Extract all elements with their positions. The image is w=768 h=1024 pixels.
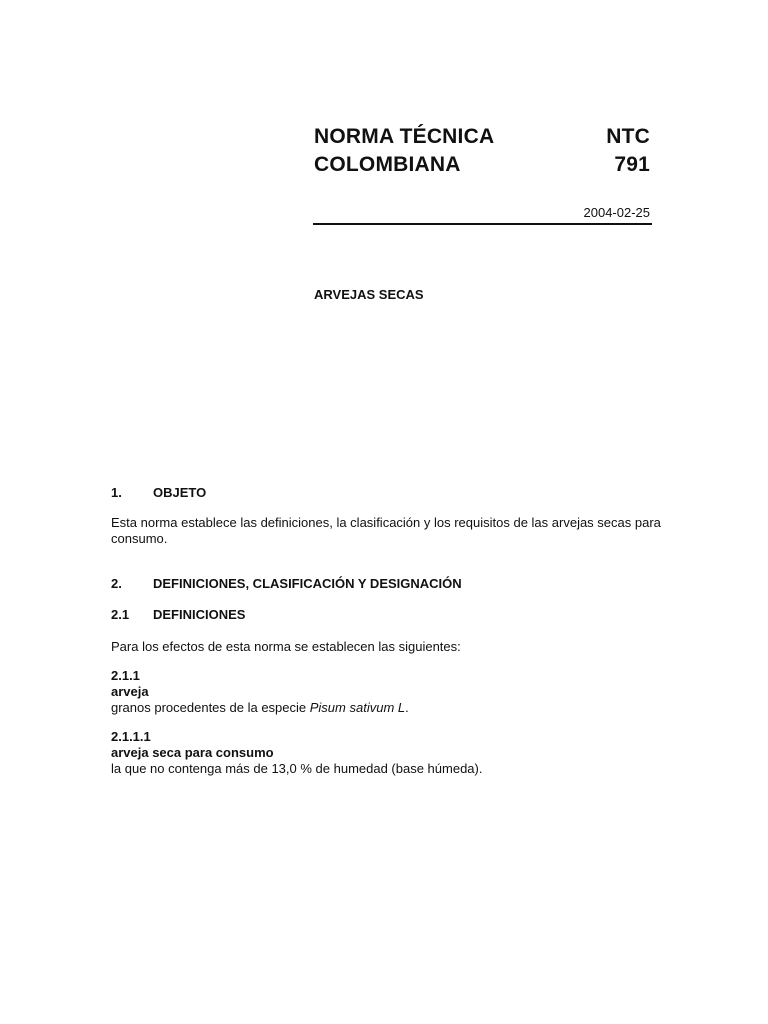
document-title: ARVEJAS SECAS	[314, 287, 424, 302]
definition-2-1-1-1	[111, 729, 482, 777]
section-title: OBJETO	[153, 485, 207, 500]
section-1-text	[111, 515, 671, 547]
section-2-1-heading	[111, 607, 245, 622]
publication-date: 2004-02-25	[583, 205, 650, 220]
scientific-name: Pisum sativum L	[309, 700, 406, 715]
definition-term: arveja	[111, 684, 149, 699]
definition-text-suffix: .	[405, 700, 409, 715]
section-title: DEFINICIONES	[153, 607, 246, 622]
standard-code	[560, 123, 650, 179]
definition-text-prefix: granos procedentes de la especie	[111, 700, 310, 715]
section-title: DEFINICIONES, CLASIFICACIÓN Y DESIGNACIÓN	[153, 576, 462, 591]
standard-name-line1: NORMA TÉCNICA	[314, 125, 495, 148]
definition-text	[111, 700, 409, 716]
definition-number: 2.1.1	[111, 668, 140, 683]
standard-code-line2: 791	[614, 153, 650, 176]
definition-2-1-1	[111, 668, 409, 716]
standard-name-line2: COLOMBIANA	[314, 153, 461, 176]
section-2-1-text: Para los efectos de esta norma se establecen las siguientes:	[111, 639, 461, 654]
paragraph-line: Esta norma establece las definiciones, la clasificación y los requisitos de las arvejas secas para	[111, 515, 661, 530]
standard-name	[314, 123, 534, 179]
standard-code-line1: NTC	[606, 125, 650, 148]
section-2-heading	[111, 576, 462, 591]
header-divider	[313, 223, 652, 225]
paragraph-line: consumo.	[111, 531, 168, 546]
section-1-heading	[111, 485, 206, 500]
section-number: 2.	[111, 576, 122, 591]
definition-number: 2.1.1.1	[111, 729, 151, 744]
section-number: 1.	[111, 485, 122, 500]
definition-term: arveja seca para consumo	[111, 745, 274, 760]
definition-text: la que no contenga más de 13,0 % de humedad (base húmeda).	[111, 761, 483, 776]
section-number: 2.1	[111, 607, 130, 622]
